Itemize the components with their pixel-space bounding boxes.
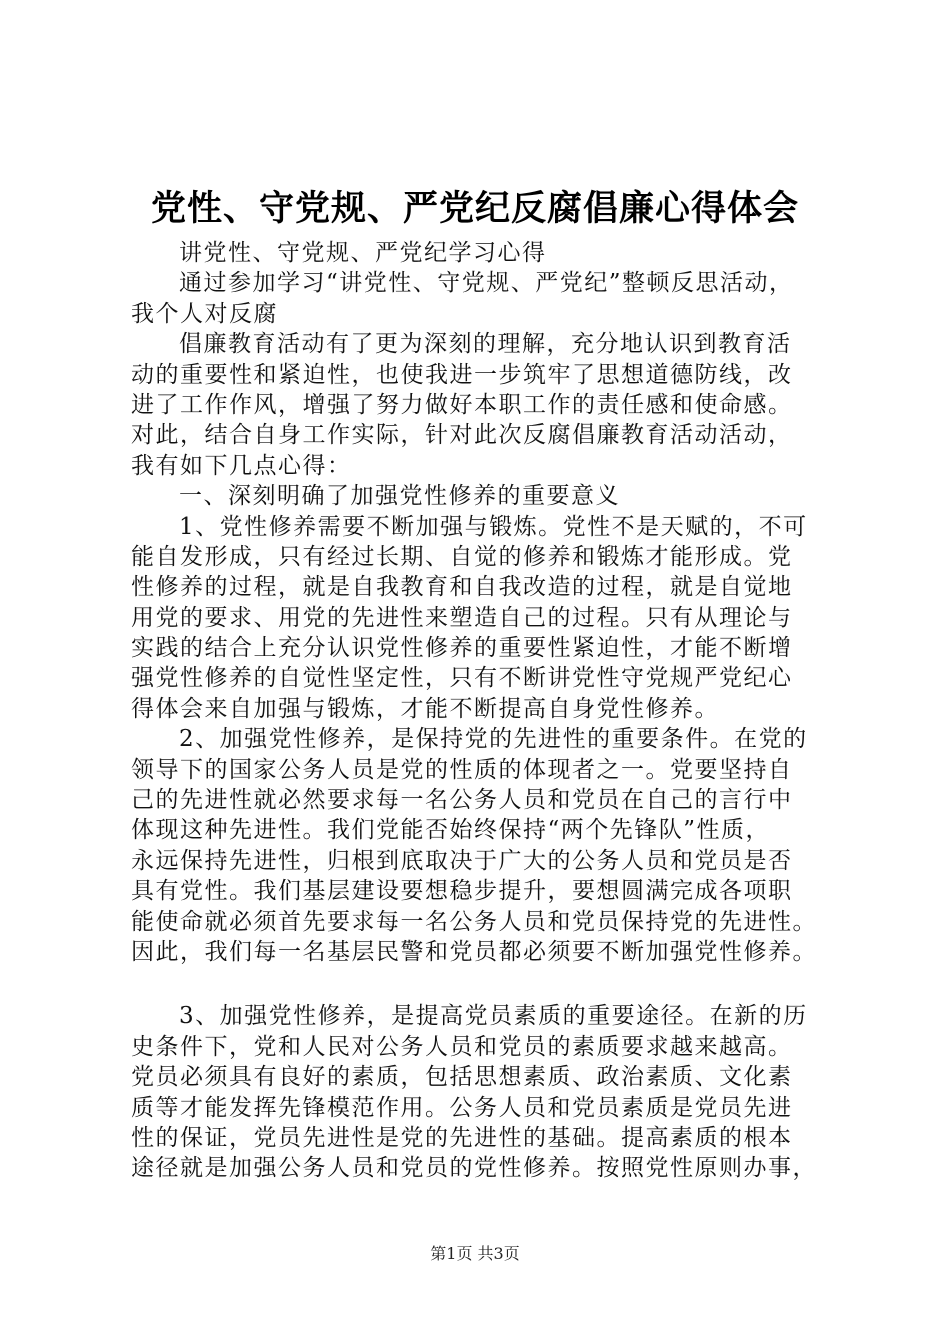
text-line: 实践的结合上充分认识党性修养的重要性紧迫性，才能不断增 [131,635,793,662]
text-line: 通过参加学习“讲党性、守党规、严党纪”整顿反思活动， [179,270,794,297]
text-line: 3、加强党性修养，是提高党员素质的重要途径。在新的历 [179,1003,808,1030]
text-line: 用党的要求、用党的先进性来塑造自己的过程。只有从理论与 [131,604,793,631]
document-title: 党性、守党规、严党纪反腐倡廉心得体会 [150,189,799,229]
text-line: 动的重要性和紧迫性，也使我进一步筑牢了思想道德防线，改 [131,361,793,388]
text-line: 性的保证，党员先进性是党的先进性的基础。提高素质的根本 [131,1124,793,1151]
text-line: 对此，结合自身工作实际，针对此次反腐倡廉教育活动活动， [131,422,793,449]
document-body [131,238,851,1184]
section-heading: 一、深刻明确了加强党性修养的重要意义 [179,483,620,510]
text-line: 具有党性。我们基层建设要想稳步提升，要想圆满完成各项职 [131,878,793,905]
text-line: 1、党性修养需要不断加强与锻炼。党性不是天赋的，不可 [179,513,808,540]
text-line: 讲党性、守党规、严党纪学习心得 [179,240,547,266]
text-line: 途径就是加强公务人员和党员的党性修养。按照党性原则办事， [131,1155,817,1182]
text-line: 体现这种先进性。我们党能否始终保持“两个先锋队”性质， [131,817,771,844]
text-line: 史条件下，党和人民对公务人员和党员的素质要求越来越高。 [131,1033,793,1060]
text-line: 质等才能发挥先锋模范作用。公务人员和党员素质是党员先进 [131,1094,793,1121]
text-line: 倡廉教育活动有了更为深刻的理解，充分地认识到教育活 [179,331,792,358]
text-line: 永远保持先进性，归根到底取决于广大的公务人员和党员是否 [131,847,793,874]
text-line: 因此，我们每一名基层民警和党员都必须要不断加强党性修养。 [131,938,817,965]
page-footer: 第1页 共3页 [430,1244,520,1263]
text-line: 党员必须具有良好的素质，包括思想素质、政治素质、文化素 [131,1064,793,1091]
text-line: 能自发形成，只有经过长期、自觉的修养和锻炼才能形成。党 [131,543,793,570]
paragraph-gap [131,967,851,1001]
text-line: 得体会来自加强与锻炼，才能不断提高自身党性修养。 [131,695,719,722]
text-line: 我有如下几点心得： [131,452,352,479]
text-line: 领导下的国家公务人员是党的性质的体现者之一。党要坚持自 [131,756,793,783]
text-line: 能使命就必须首先要求每一名公务人员和党员保持党的先进性。 [131,908,817,935]
text-line: 性修养的过程，就是自我教育和自我改造的过程，就是自觉地 [131,574,793,601]
text-line: 2、加强党性修养，是保持党的先进性的重要条件。在党的 [179,726,808,753]
text-line: 己的先进性就必然要求每一名公务人员和党员在自己的言行中 [131,787,793,814]
text-line: 强党性修养的自觉性坚定性，只有不断讲党性守党规严党纪心 [131,665,793,692]
text-line: 我个人对反腐 [131,300,278,327]
text-line: 进了工作作风，增强了努力做好本职工作的责任感和使命感。 [131,391,793,418]
